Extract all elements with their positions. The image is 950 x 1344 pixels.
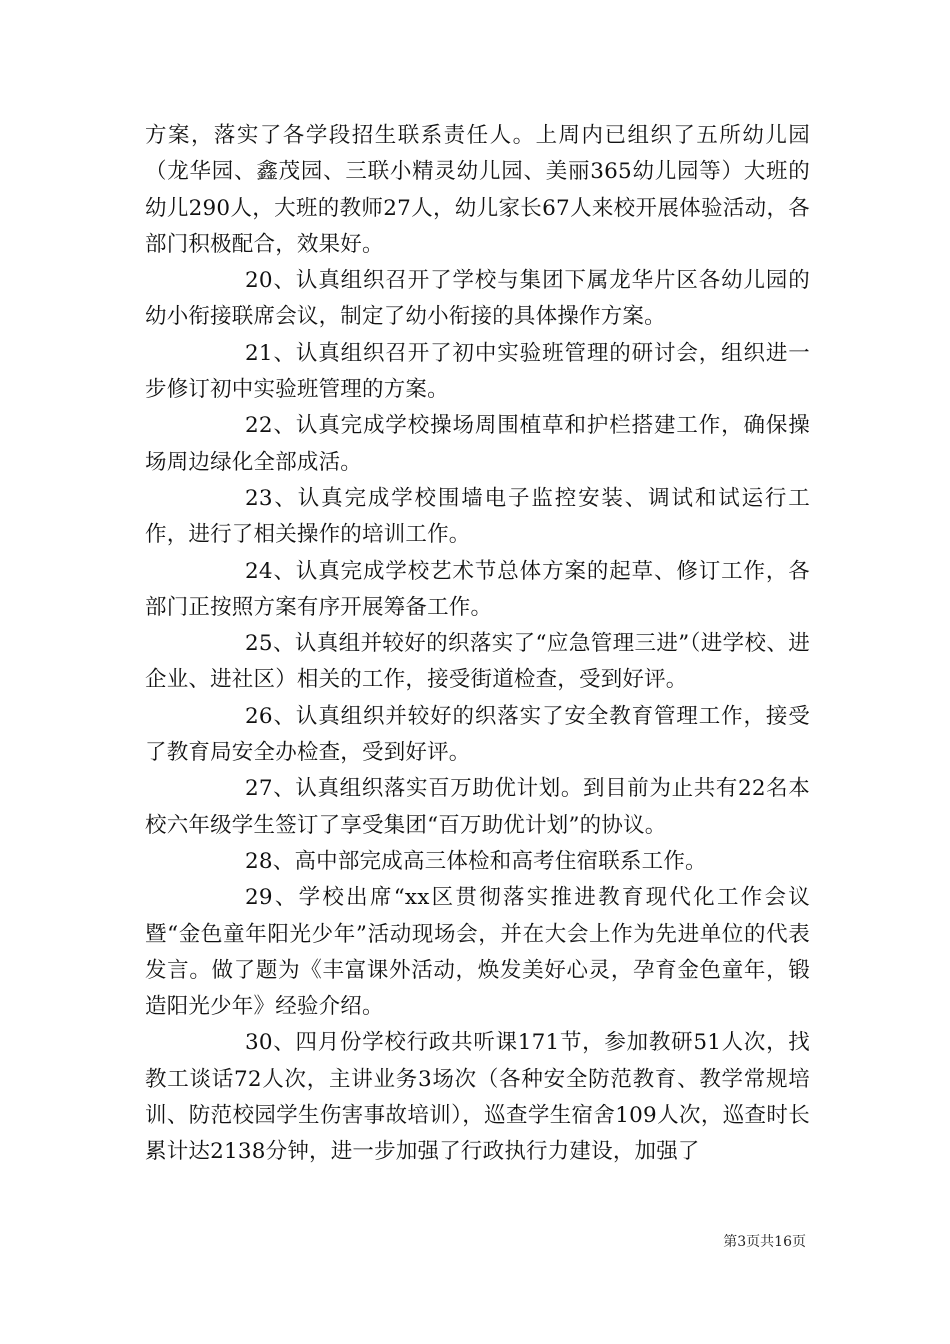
page-number-footer: 第3页共16页 [723, 1234, 806, 1250]
paragraph-item-27: 27、认真组织落实百万助优计划。到目前为止共有22名本校六年级学生签订了享受集团“百万助优计划”的协议。 [145, 776, 810, 838]
paragraph-item-21: 21、认真组织召开了初中实验班管理的研讨会，组织进一步修订初中实验班管理的方案。 [145, 340, 810, 403]
paragraph-item-25: 25、认真组并较好的织落实了“应急管理三进”（进学校、进企业、进社区）相关的工作，接受街道检查，受到好评。 [145, 631, 810, 693]
paragraph-item-22: 22、认真完成学校操场周围植草和护栏搭建工作，确保操场周边绿化全部成活。 [145, 413, 810, 475]
paragraph-item-23: 23、认真完成学校围墙电子监控安装、调试和试运行工作，进行了相关操作的培训工作。 [145, 485, 810, 548]
paragraph-item-29: 29、学校出席“xx区贯彻落实推进教育现代化工作会议暨“金色童年阳光少年”活动现场会，并在大会上作为先进单位的代表发言。做了题为《丰富课外活动，焕发美好心灵，孕育金色童年，锻造阳光少年》经验介绍。 [145, 885, 810, 1020]
paragraph-item-20: 20、认真组织召开了学校与集团下属龙华片区各幼儿园的幼小衔接联席会议，制定了幼小衔接的具体操作方案。 [145, 268, 810, 330]
paragraph-item-30: 30、四月份学校行政共听课171节，参加教研51人次，找教工谈话72人次，主讲业务3场次（各种安全防范教育、教学常规培训、防范校园学生伤害事故培训），巡查学生宿舍109人次，巡查时长累计达2138分钟，进一步加强了行政执行力建设，加强了 [145, 1030, 810, 1165]
paragraph-item-26: 26、认真组织并较好的织落实了安全教育管理工作，接受了教育局安全办检查，受到好评。 [145, 703, 810, 766]
paragraph-item-24: 24、认真完成学校艺术节总体方案的起草、修订工作，各部门正按照方案有序开展筹备工作。 [145, 558, 810, 620]
paragraph-continuation: 方案，落实了各学段招生联系责任人。上周内已组织了五所幼儿园（龙华园、鑫茂园、三联小精灵幼儿园、美丽365幼儿园等）大班的幼儿290人，大班的教师27人，幼儿家长67人来校开展体验活动，各部门积极配合，效果好。 [145, 123, 810, 257]
document-body [145, 118, 810, 1171]
paragraph-item-28: 28、高中部完成高三体检和高考住宿联系工作。 [245, 848, 707, 874]
